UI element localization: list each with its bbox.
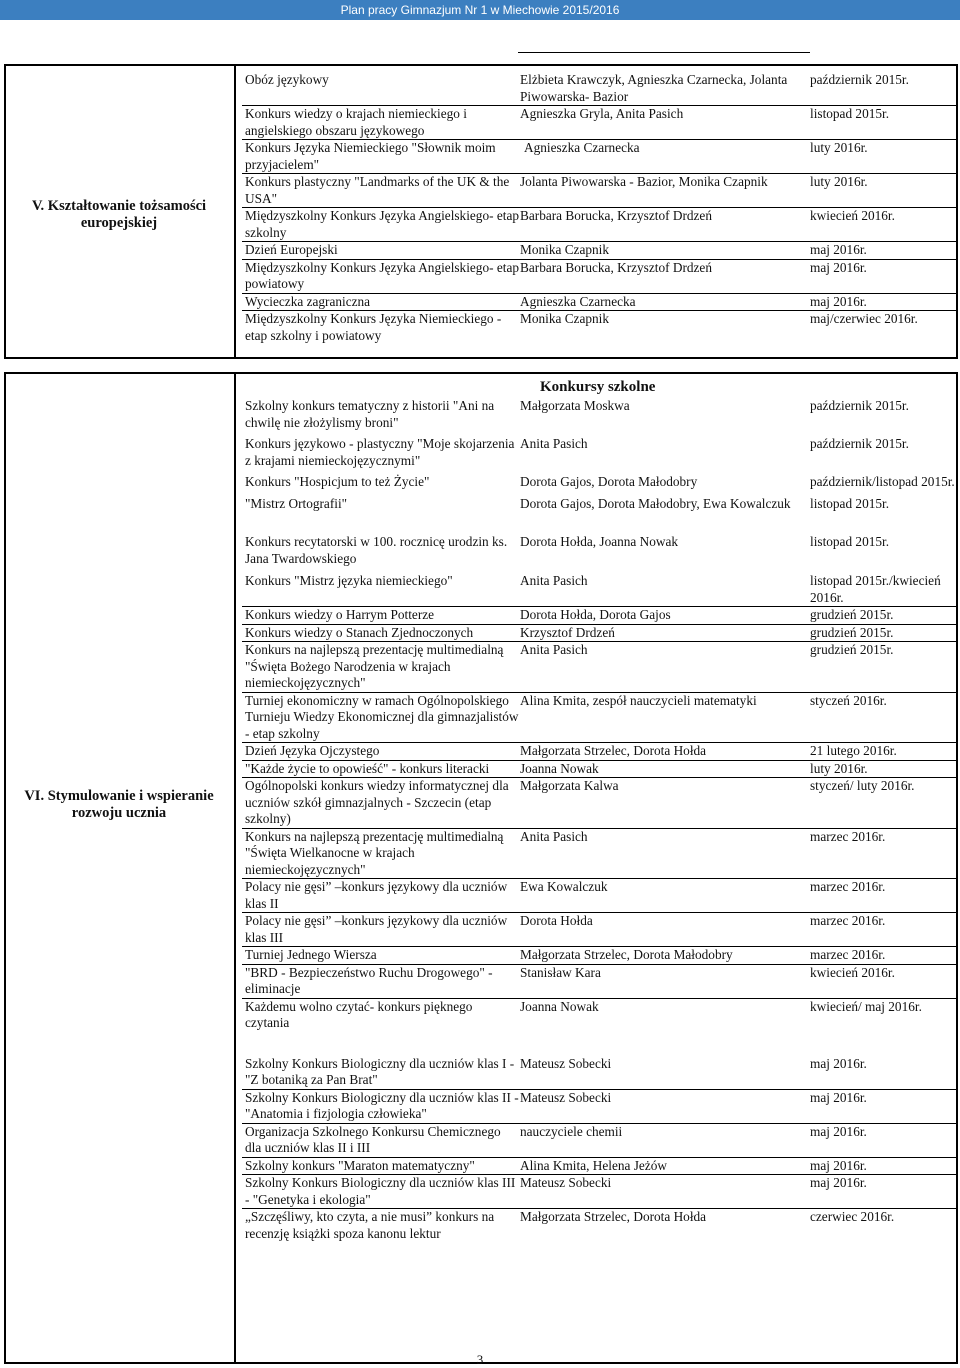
responsible-cell: Alina Kmita, zespół nauczycieli matematyki — [520, 692, 757, 708]
responsible-cell: Mateusz Sobecki — [520, 1175, 612, 1190]
table-row — [242, 743, 958, 761]
table-row — [242, 965, 958, 999]
section-heading: Konkursy szkolne — [540, 379, 656, 395]
contest-group — [242, 534, 958, 1032]
table-row — [242, 625, 958, 643]
event-cell: Polacy nie gęsi” –konkurs językowy dla uczniów klas II — [245, 879, 508, 911]
responsible-cell: Anita Pasich — [520, 436, 588, 451]
event-cell: Szkolny Konkurs Biologiczny dla uczniów klas I - "Z botaniką za Pan Brat" — [245, 1055, 515, 1087]
event-cell: Konkurs wiedzy o Harrym Potterze — [245, 607, 435, 622]
date-cell: grudzień 2015r. — [810, 624, 894, 640]
table-row — [242, 642, 958, 693]
date-cell: 21 lutego 2016r. — [810, 743, 897, 758]
date-cell: listopad 2015r. — [810, 106, 890, 121]
date-cell: luty 2016r. — [810, 174, 868, 189]
table-row — [242, 72, 958, 106]
event-cell: Międzyszkolny Konkurs Języka Angielskiego- etap szkolny — [245, 208, 520, 240]
responsible-cell: Małgorzata Kalwa — [520, 778, 619, 793]
table-row — [242, 398, 958, 431]
event-cell: Konkurs "Mistrz języka niemieckiego" — [245, 573, 453, 588]
table-row — [242, 913, 958, 947]
table-row — [242, 829, 958, 880]
responsible-cell: Elżbieta Krawczyk, Agnieszka Czarnecka, Jolanta Piwowarska- Bazior — [520, 72, 788, 104]
date-cell: maj 2016r. — [810, 242, 867, 257]
event-cell: Konkurs Języka Niemieckiego "Słownik moim przyjacielem" — [245, 140, 496, 172]
table-heading-row — [242, 376, 958, 398]
responsible-cell: Małgorzata Moskwa — [520, 398, 630, 413]
responsible-cell: Małgorzata Strzelec, Dorota Hołda — [520, 1209, 707, 1224]
event-cell: Konkurs językowo - plastyczny "Moje skojarzenia z krajami niemieckojęzycznymi" — [245, 436, 515, 468]
table-row — [242, 573, 958, 607]
responsible-cell: Małgorzata Strzelec, Dorota Hołda — [520, 743, 707, 758]
table-row — [242, 1209, 958, 1242]
page-number: 3 — [476, 1352, 484, 1367]
responsible-cell: Dorota Gajos, Dorota Małodobry, Ewa Kowalczuk — [520, 495, 791, 511]
contest-group — [242, 398, 958, 512]
responsible-cell: Anita Pasich — [520, 573, 588, 588]
table-row — [242, 174, 958, 208]
responsible-cell: Anita Pasich — [520, 642, 588, 657]
table-row — [242, 1124, 958, 1158]
date-cell: listopad 2015r./kwiecień 2016r. — [810, 573, 941, 605]
event-cell: Szkolny konkurs "Maraton matematyczny" — [245, 1157, 475, 1173]
date-cell: październik 2015r. — [810, 72, 909, 87]
date-cell: październik 2015r. — [810, 398, 909, 413]
responsible-cell: Jolanta Piwowarska - Bazior, Monika Czapnik — [520, 174, 768, 189]
responsible-cell: Agnieszka Gryla, Anita Pasich — [520, 106, 684, 121]
date-cell: maj 2016r. — [810, 293, 867, 309]
document-header — [0, 0, 960, 20]
table-row — [242, 474, 958, 491]
date-cell: kwiecień 2016r. — [810, 208, 895, 223]
table-row — [242, 947, 958, 965]
table-row — [242, 1175, 958, 1209]
responsible-cell: Dorota Hołda, Dorota Gajos — [520, 607, 671, 622]
responsible-cell: Barbara Borucka, Krzysztof Drdzeń — [520, 259, 712, 275]
date-cell: listopad 2015r. — [810, 495, 890, 511]
table-row — [242, 242, 958, 260]
date-cell: luty 2016r. — [810, 760, 868, 776]
event-cell: Polacy nie gęsi” –konkurs językowy dla uczniów klas III — [245, 913, 508, 945]
section-vi-title: VI. Stymulowanie i wspieranie rozwoju ucznia — [24, 788, 214, 821]
event-cell: Organizacja Szkolnego Konkursu Chemicznego dla uczniów klas II i III — [245, 1123, 501, 1155]
table-row — [242, 496, 958, 513]
section-v-title: V. Kształtowanie tożsamości europejskiej — [31, 198, 207, 231]
table-row — [242, 294, 958, 312]
responsible-cell: Stanisław Kara — [520, 964, 601, 980]
responsible-cell: Agnieszka Czarnecka — [520, 293, 636, 309]
event-cell: Konkurs wiedzy o Stanach Zjednoczonych — [245, 624, 474, 640]
table-row — [242, 208, 958, 242]
responsible-cell: Joanna Nowak — [520, 760, 599, 776]
event-cell: Wycieczka zagraniczna — [245, 293, 371, 309]
responsible-cell: Dorota Gajos, Dorota Małodobry — [520, 474, 698, 489]
date-cell: maj 2016r. — [810, 1089, 867, 1105]
table-row — [242, 311, 958, 344]
date-cell: marzec 2016r. — [810, 879, 886, 894]
event-cell: Ogólnopolski konkurs wiedzy informatycznej dla uczniów szkół gimnazjalnych - Szczecin (etap szkolny) — [245, 778, 509, 826]
event-cell: "Każde życie to opowieść" - konkurs literacki — [245, 760, 490, 776]
event-cell: Szkolny Konkurs Biologiczny dla uczniów klas II - "Anatomia i fizjologia człowieka" — [245, 1089, 519, 1121]
event-cell: „Szczęśliwy, kto czyta, a nie musi” konkurs na recenzję książki spoza kanonu lektur — [245, 1209, 495, 1241]
section-v-table — [242, 72, 958, 344]
event-cell: Każdemu wolno czytać- konkurs pięknego czytania — [245, 998, 473, 1030]
responsible-cell: Monika Czapnik — [520, 311, 610, 326]
event-cell: Turniej ekonomiczny w ramach Ogólnopolskiego Turnieju Wiedzy Ekonomicznej dla gimnazjalistów - etap szkolny — [245, 692, 519, 741]
event-cell: "BRD - Bezpieczeństwo Ruchu Drogowego" - eliminacje — [245, 964, 493, 996]
date-cell: marzec 2016r. — [810, 913, 886, 928]
date-cell: maj 2016r. — [810, 1123, 867, 1139]
date-cell: marzec 2016r. — [810, 828, 886, 844]
event-cell: Turniej Jednego Wiersza — [245, 947, 377, 962]
contest-group — [242, 1056, 958, 1243]
date-cell: maj 2016r. — [810, 1055, 867, 1071]
event-cell: Konkurs wiedzy o krajach niemieckiego i angielskiego obszaru językowego — [245, 106, 467, 138]
date-cell: styczeń 2016r. — [810, 692, 887, 708]
table-row — [242, 534, 958, 567]
date-cell: maj/czerwiec 2016r. — [810, 311, 918, 326]
table-row — [242, 1090, 958, 1124]
responsible-cell: Barbara Borucka, Krzysztof Drdzeń — [520, 208, 712, 223]
event-cell: Konkurs "Hospicjum to też Życie" — [245, 474, 430, 489]
table-row — [242, 607, 958, 625]
section-vi-table — [242, 376, 958, 1242]
event-cell: Konkurs na najlepszą prezentację multimedialną "Święta Wielkanocne w krajach niemieckojęzycznych" — [245, 828, 504, 877]
event-cell: Szkolny konkurs tematyczny z historii "Ani na chwilę nie złożylismy broni" — [245, 398, 495, 430]
date-cell: kwiecień/ maj 2016r. — [810, 998, 922, 1014]
table-row — [242, 1158, 958, 1176]
responsible-cell: Anita Pasich — [520, 828, 588, 844]
event-cell: Konkurs na najlepszą prezentację multimedialną "Święta Bożego Narodzenia w krajach niemieckojęzycznych" — [245, 642, 504, 690]
column-divider — [234, 66, 236, 357]
responsible-cell: Krzysztof Drdzeń — [520, 624, 615, 640]
event-cell: Szkolny Konkurs Biologiczny dla uczniów klas III - "Genetyka i ekologia" — [245, 1175, 516, 1207]
table-row — [242, 693, 958, 744]
date-cell: maj 2016r. — [810, 1175, 867, 1190]
table-row — [242, 999, 958, 1032]
event-cell: Dzień Języka Ojczystego — [245, 743, 380, 758]
date-cell: grudzień 2015r. — [810, 607, 894, 622]
date-cell: kwiecień 2016r. — [810, 964, 895, 980]
table-row — [242, 761, 958, 779]
signature-line — [518, 52, 810, 53]
event-cell: Dzień Europejski — [245, 242, 338, 257]
event-cell: Obóz językowy — [245, 72, 329, 87]
table-row — [242, 140, 958, 174]
document-header-title: Plan pracy Gimnazjum Nr 1 w Miechowie 2015/2016 — [340, 3, 620, 17]
date-cell: październik/listopad 2015r. — [810, 474, 955, 489]
date-cell: czerwiec 2016r. — [810, 1209, 895, 1224]
responsible-cell: Dorota Hołda — [520, 913, 593, 928]
date-cell: marzec 2016r. — [810, 947, 886, 962]
event-cell: "Mistrz Ortografii" — [245, 495, 348, 511]
event-cell: Międzyszkolny Konkurs Języka Angielskiego- etap powiatowy — [245, 259, 520, 291]
responsible-cell: Monika Czapnik — [520, 242, 610, 257]
table-row — [242, 436, 958, 469]
column-divider — [234, 374, 236, 1362]
responsible-cell: Mateusz Sobecki — [520, 1055, 612, 1071]
event-cell: Konkurs recytatorski w 100. rocznicę urodzin ks. Jana Twardowskiego — [245, 534, 508, 566]
responsible-cell: Ewa Kowalczuk — [520, 879, 608, 894]
table-row — [242, 879, 958, 913]
responsible-cell: nauczyciele chemii — [520, 1123, 623, 1139]
date-cell: maj 2016r. — [810, 259, 867, 275]
date-cell: maj 2016r. — [810, 1157, 867, 1173]
table-row — [242, 1056, 958, 1090]
date-cell: listopad 2015r. — [810, 534, 890, 549]
date-cell: styczeń/ luty 2016r. — [810, 778, 915, 793]
responsible-cell: Alina Kmita, Helena Jeżów — [520, 1157, 667, 1173]
table-row — [242, 778, 958, 829]
responsible-cell: Mateusz Sobecki — [520, 1089, 612, 1105]
date-cell: luty 2016r. — [810, 140, 868, 155]
event-cell: Międzyszkolny Konkurs Języka Niemieckiego - etap szkolny i powiatowy — [245, 311, 502, 343]
date-cell: październik 2015r. — [810, 436, 909, 451]
responsible-cell: Dorota Hołda, Joanna Nowak — [520, 534, 679, 549]
date-cell: grudzień 2015r. — [810, 642, 894, 657]
responsible-cell: Joanna Nowak — [520, 998, 599, 1014]
event-cell: Konkurs plastyczny "Landmarks of the UK & the USA" — [245, 174, 510, 206]
responsible-cell: Agnieszka Czarnecka — [524, 140, 640, 155]
table-row — [242, 106, 958, 140]
responsible-cell: Małgorzata Strzelec, Dorota Małodobry — [520, 947, 733, 962]
table-row — [242, 260, 958, 294]
